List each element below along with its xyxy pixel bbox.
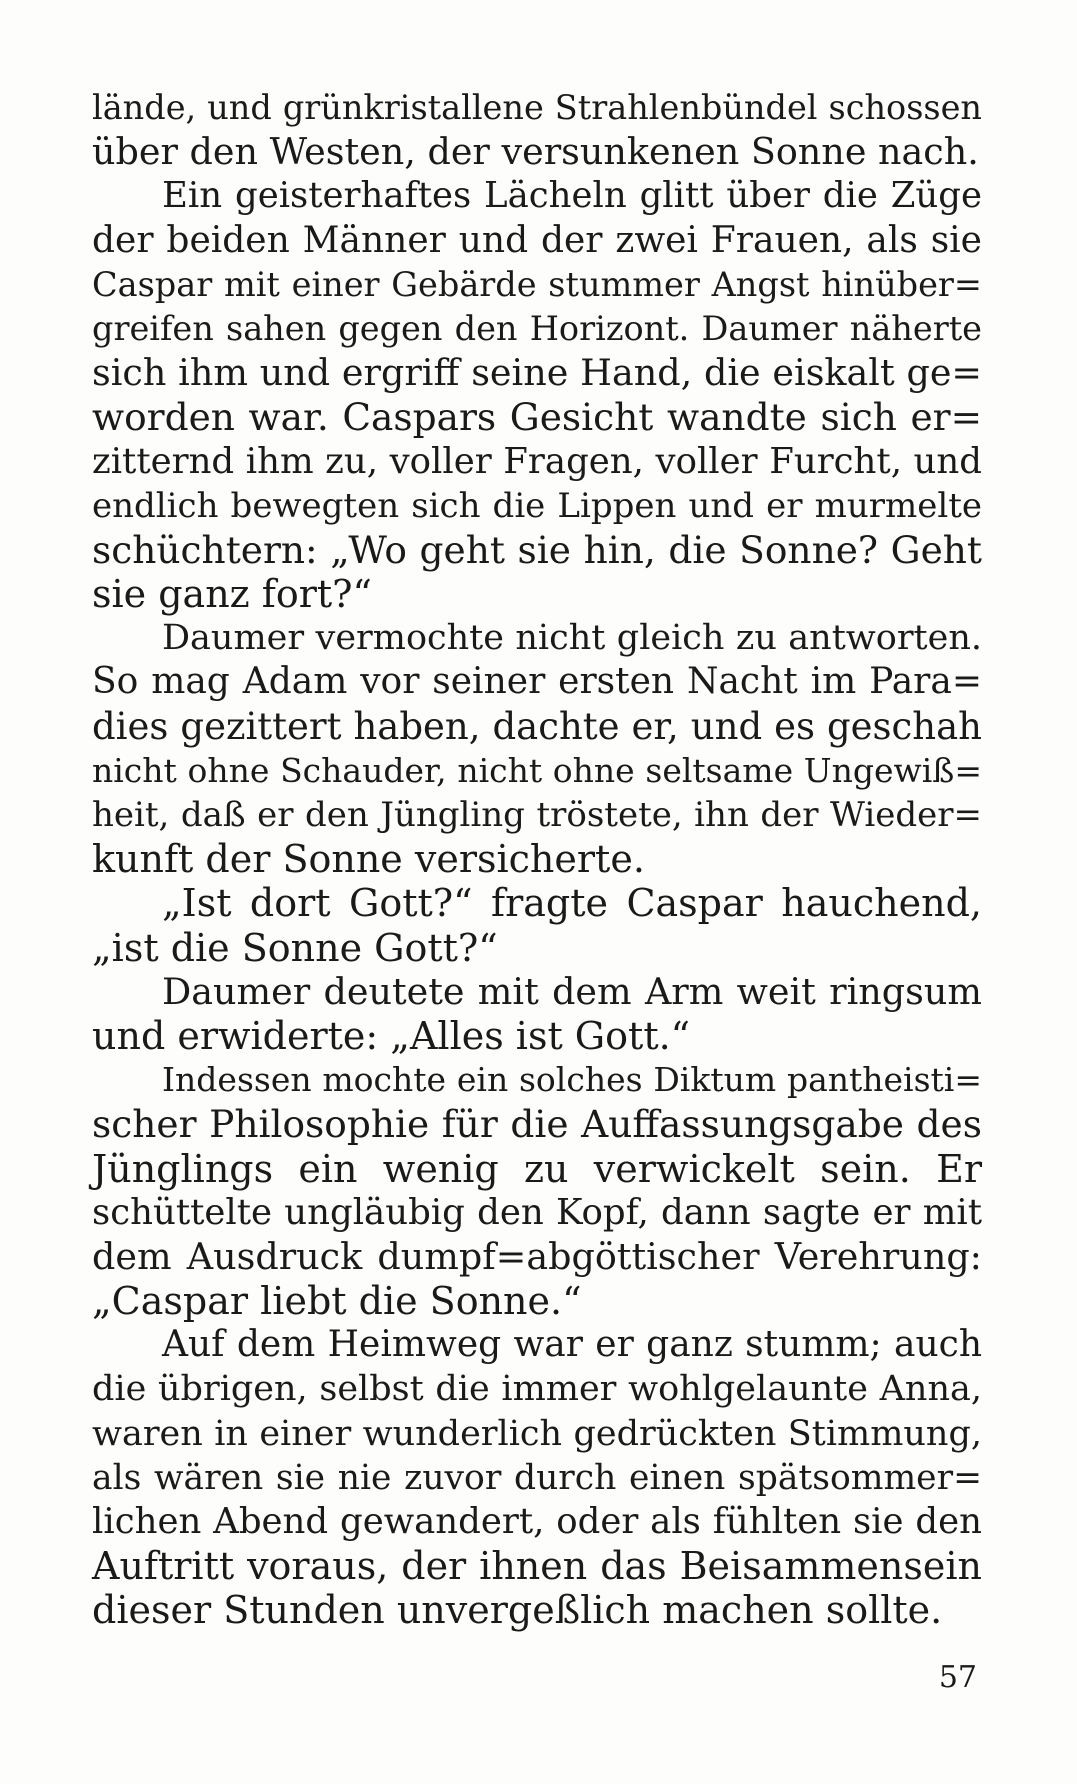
text-line: greifen sahen gegen den Horizont. Daumer näherte xyxy=(92,308,982,348)
text-line: Ein geisterhaftes Lächeln glitt über die Züge xyxy=(162,175,982,217)
text-line: Indessen mochte ein solches Diktum pantheisti= xyxy=(162,1060,982,1100)
text-line: kunft der Sonne versicherte. xyxy=(92,837,645,882)
text-line: und erwiderte: „Alles ist Gott.“ xyxy=(92,1013,691,1058)
text-line: der beiden Männer und der zwei Frauen, als sie xyxy=(92,219,982,261)
text-line: Jünglings ein wenig zu verwickelt sein. Er xyxy=(92,1146,982,1191)
text-line: dieser Stunden unvergeßlich machen sollte. xyxy=(92,1588,943,1633)
text-line: schüchtern: „Wo geht sie hin, die Sonne? Geht xyxy=(92,527,982,572)
text-line: als wären sie nie zuvor durch einen spätsommer= xyxy=(92,1457,982,1498)
text-line: über den Westen, der versunkenen Sonne nach. xyxy=(92,130,979,174)
text-line: „Ist dort Gott?“ fragte Caspar hauchend, xyxy=(162,881,982,926)
text-line: dies gezittert haben, dachte er, und es geschah xyxy=(92,704,982,748)
text-line: lände, und grünkristallene Strahlenbündel schossen xyxy=(92,88,982,127)
text-line: zitternd ihm zu, voller Fragen, voller Furcht, und xyxy=(92,440,982,482)
text-line: lichen Abend gewandert, oder als fühlten sie den xyxy=(92,1501,982,1542)
text-line: dem Ausdruck dumpf=abgöttischer Verehrung: xyxy=(92,1234,982,1278)
text-line: „Caspar liebt die Sonne.“ xyxy=(92,1279,582,1324)
text-line: schüttelte ungläubig den Kopf, dann sagte er mit xyxy=(92,1191,982,1233)
text-line: „ist die Sonne Gott?“ xyxy=(92,925,498,970)
text-line: sich ihm und ergriff seine Hand, die eiskalt ge= xyxy=(92,351,982,395)
page-number: 57 xyxy=(938,1660,977,1695)
text-line: Caspar mit einer Gebärde stummer Angst hinüber= xyxy=(92,264,982,304)
text-line: Auftritt voraus, der ihnen das Beisammensein xyxy=(92,1544,982,1589)
text-line: Auf dem Heimweg war er ganz stumm; auch xyxy=(162,1324,982,1366)
text-line: endlich bewegten sich die Lippen und er murmelte xyxy=(92,485,982,526)
text-line: So mag Adam vor seiner ersten Nacht im Para= xyxy=(92,661,982,703)
text-line: scher Philosophie für die Auffassungsgabe des xyxy=(92,1102,982,1147)
text-line: heit, daß er den Jüngling tröstete, ihn der Wieder= xyxy=(92,795,982,835)
text-line: nicht ohne Schauder, nicht ohne seltsame Ungewiß= xyxy=(92,750,982,790)
text-line: waren in einer wunderlich gedrückten Stimmung, xyxy=(92,1413,982,1454)
text-line: Daumer deutete mit dem Arm weit ringsum xyxy=(162,969,982,1013)
body-text xyxy=(92,86,982,1633)
text-line: Daumer vermochte nicht gleich zu antworten. xyxy=(162,618,982,659)
text-line: die übrigen, selbst die immer wohlgelaunte Anna, xyxy=(92,1369,982,1410)
text-line: worden war. Caspars Gesicht wandte sich er= xyxy=(92,395,982,440)
text-line: sie ganz fort?“ xyxy=(92,572,372,617)
